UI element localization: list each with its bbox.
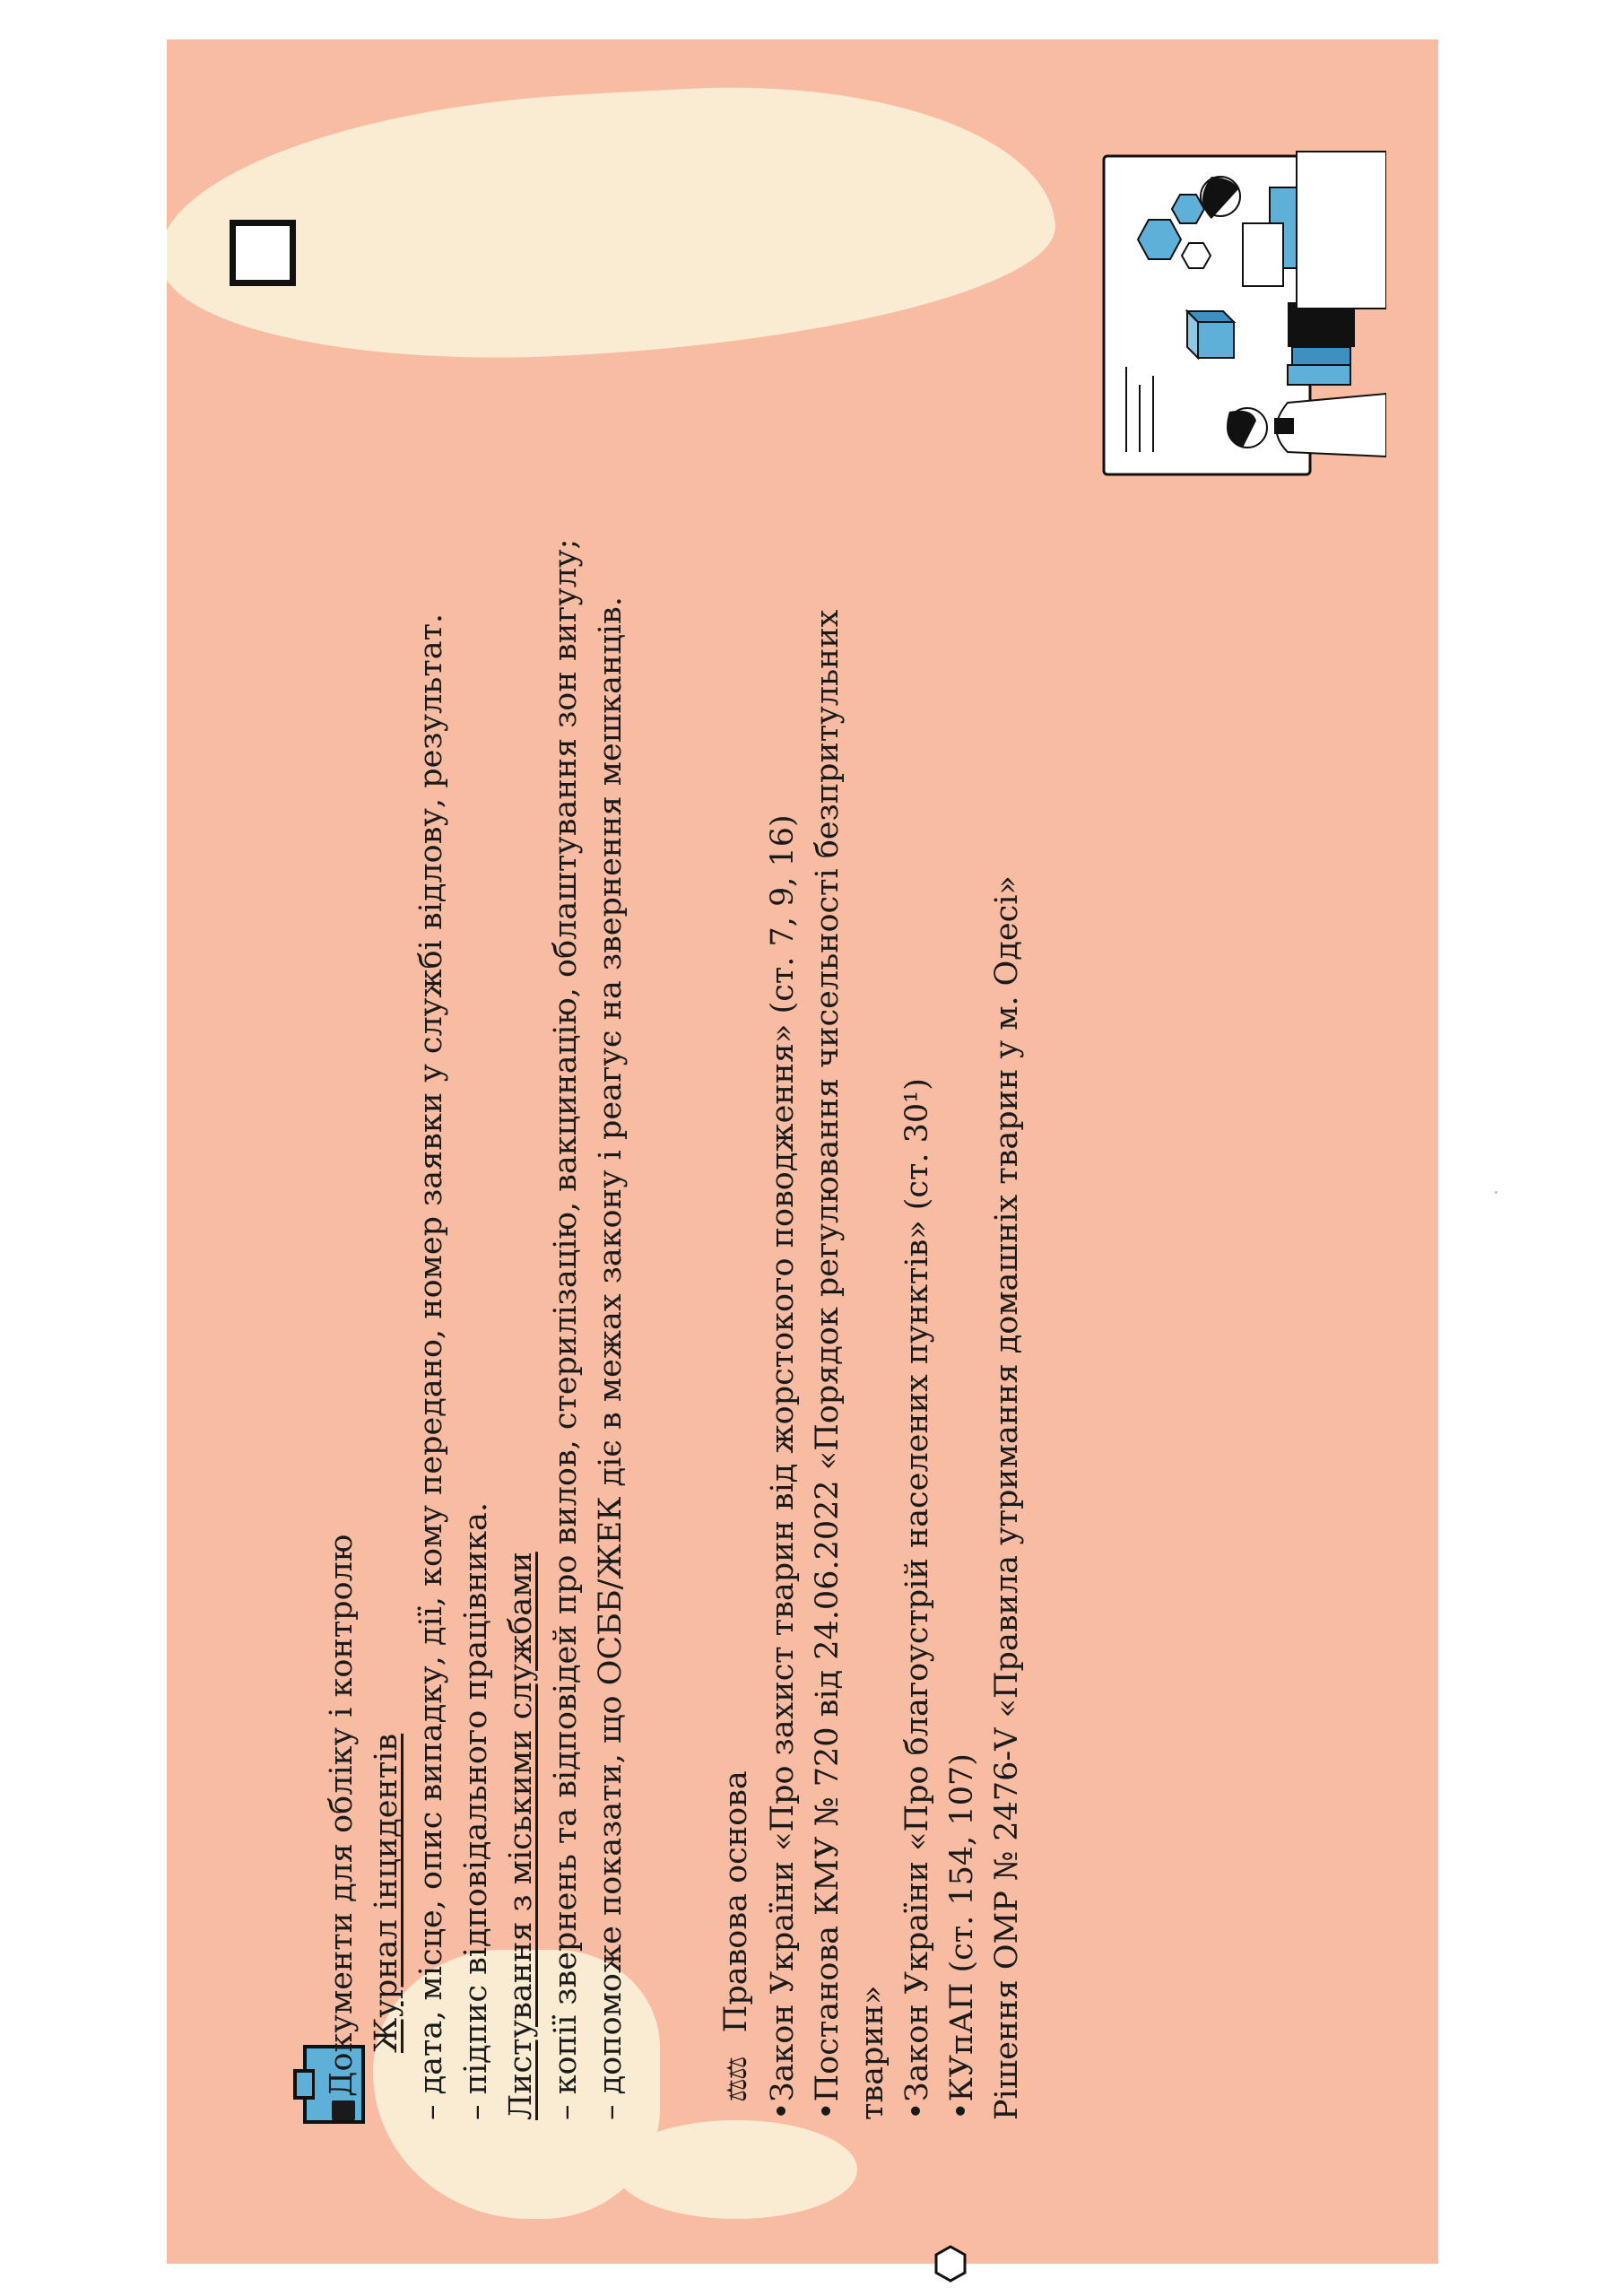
scan-speck bbox=[1495, 1191, 1497, 1194]
legal-basis-title: Правова основа bbox=[718, 1770, 754, 2033]
incidents-item-2: – підпис відповідального працівника. bbox=[458, 1502, 494, 2120]
document-body bbox=[319, 416, 1029, 2120]
black-square-bullet-icon bbox=[332, 2100, 355, 2120]
correspondence-item-2: – допоможе показати, що ОСББ/ЖЕК діє в межах закону і реагує на звернення мешканців. bbox=[593, 596, 629, 2120]
incidents-log-title-line bbox=[364, 416, 409, 2120]
document-card bbox=[167, 39, 1438, 2264]
heading-line bbox=[319, 416, 364, 2120]
correspondence-title-line bbox=[499, 416, 543, 2120]
people-at-office-illustration bbox=[1063, 138, 1386, 492]
legal-basis-title-line bbox=[714, 416, 760, 2120]
correspondence-title: Листування з міськими службами bbox=[503, 1552, 539, 2120]
legal-item-2: •Постанова КМУ № 720 від 24.06.2022 «Порядок регулювання чисельності безпритульних тварин» bbox=[810, 609, 890, 2120]
rotated-page bbox=[167, 39, 1438, 2264]
correspondence-item-1: – копії звернень та відповідей про вилов, стерилізацію, вакцинацію, облаштування зон вигулу; bbox=[548, 538, 584, 2120]
incidents-log-title: Журнал інцидентів bbox=[369, 1733, 404, 2053]
document-heading: Документи для обліку і контролю bbox=[324, 1534, 360, 2097]
legal-item-4: •КУпАП (ст. 154, 107) bbox=[944, 1753, 980, 2120]
incidents-item-1: – дата, місце, опис випадку, дії, кому передано, номер заявки у службі відлову, результат. bbox=[413, 613, 449, 2120]
legal-item-1: •Закон України «Про захист тварин від жорстокого поводження» (ст. 7, 9, 16) bbox=[765, 814, 801, 2120]
legal-item-5: Рішення ОМР № 2476-V «Правила утримання домашніх тварин у м. Одесі» bbox=[989, 875, 1025, 2120]
legal-item-3: •Закон України «Про благоустрій населених пунктів» (ст. 30¹) bbox=[899, 1078, 935, 2120]
hexagon-outline-icon bbox=[933, 2244, 968, 2283]
scales-icon: ⚖⚖ bbox=[722, 2057, 753, 2102]
empty-checkbox-icon bbox=[230, 220, 296, 286]
